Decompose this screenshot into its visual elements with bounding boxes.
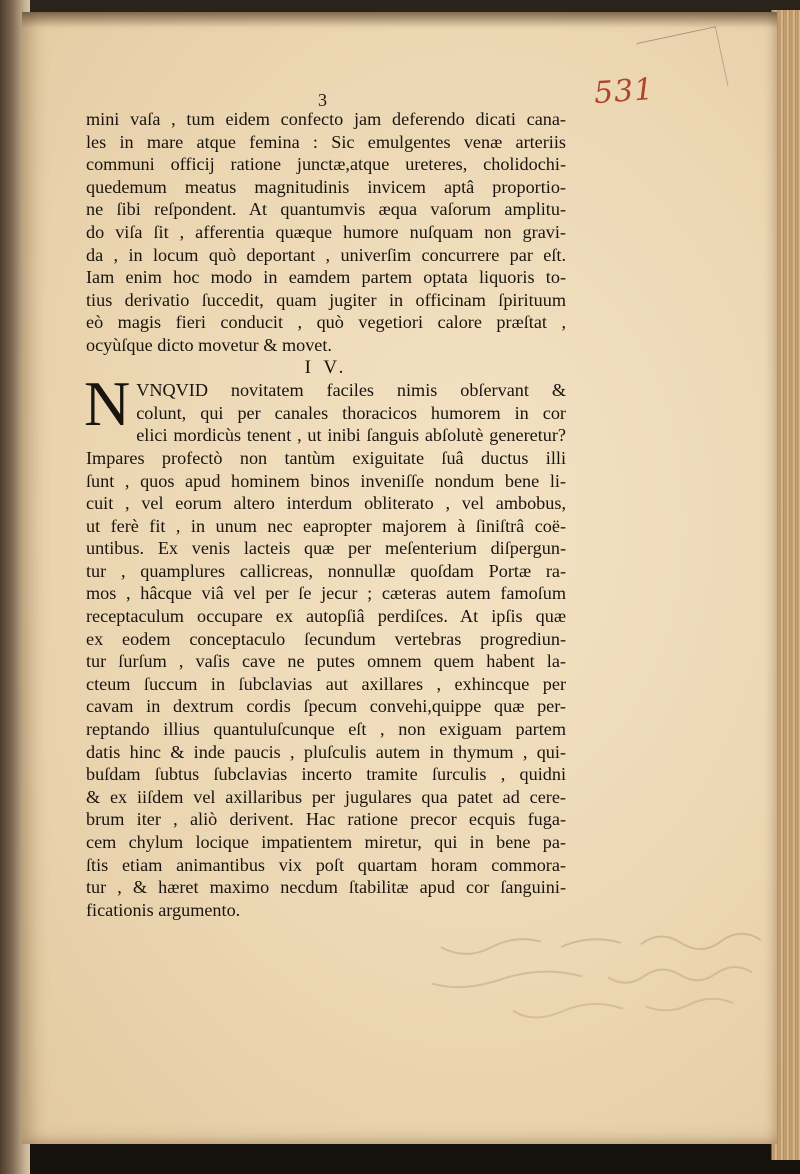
handwritten-folio-number: 531: [592, 71, 656, 112]
text-line: cem chylum locique impatientem miretur, qui in bene pa-: [86, 832, 566, 852]
text-block: [86, 108, 566, 921]
page-number: 3: [318, 90, 327, 110]
text-line: datis hinc & inde paucis , pluſculis autem in thymum , qui-: [86, 741, 566, 762]
text-line: untibus. Ex venis lacteis quæ per meſenterium diſpergun-: [86, 538, 566, 559]
text-line: mos , hâcque viâ vel per ſe jecur ; cæteras autem famoſum: [86, 583, 566, 604]
text-line: communi officij ratione junctæ,atque ureteres, cholidochi-: [86, 154, 566, 175]
text-line: tur , & hæret maximo necdum ſtabilitæ apud cor ſanguini-: [86, 877, 566, 898]
text-line: les in mare atque femina : Sic emulgentes venæ arteriis: [86, 131, 566, 152]
text-line: da , in locum quò deportant , univerſim concurrere par eſt.: [86, 244, 566, 265]
text-line: & ex iiſdem vel axillaribus per jugulares qua patet ad cere-: [86, 786, 566, 807]
book-page: [22, 12, 777, 1144]
text-line: ut ferè fit , in unum nec eapropter majorem à ſiniſtrâ coë-: [86, 515, 566, 536]
page-shadow: [22, 12, 777, 28]
text-line: eò magis fieri conducit , quò vegetiori calore præſtat ,: [86, 312, 566, 333]
section-heading: I V.: [304, 356, 348, 378]
text-line: colunt, qui per canales thoracicos humorem in cor: [136, 402, 566, 423]
paragraph-2: [84, 368, 566, 921]
text-line: Impares profectò non tantùm exiguitate ſuâ ductus illi: [86, 447, 566, 468]
text-line: ocyùſque dicto movetur & movet.: [86, 334, 332, 355]
text-line: ne ſibi reſpondent. At quantumvis æqua vaſorum amplitu-: [86, 199, 566, 220]
text-line: tur ſurſum , vaſis cave ne putes omnem quem habent la-: [86, 651, 566, 672]
paragraph-1: [86, 108, 566, 357]
text-line: cteum ſuccum in ſubclavias aut axillares , exhincque per: [86, 673, 566, 694]
text-line: cavam in dextrum cordis ſpecum convehi,quippe quæ per-: [86, 696, 566, 717]
text-line: ſunt , quos apud hominem binos inveniſſe nondum bene li-: [86, 470, 566, 491]
text-line: tius derivatio ſuccedit, quam jugiter in officinam ſpirituum: [86, 289, 566, 310]
text-line: ſtis etiam animantibus vix poſt quartam horam commora-: [86, 854, 566, 875]
text-line: buſdam ſubtus ſubclavias incerto tramite ſurculis , quidni: [86, 764, 566, 785]
text-line: ex eodem conceptaculo ſecundum vertebras progrediun-: [86, 628, 566, 649]
text-line: quedemum meatus magnitudinis invicem aptâ proportio-: [86, 176, 566, 197]
text-line: do viſa ſit , afferentia quæque humore nuſquam non gravi-: [86, 221, 566, 242]
text-line: brum iter , aliò derivent. Hac ratione precor ecquis fuga-: [86, 809, 566, 830]
text-line: VNQVID novitatem faciles nimis obſervant &: [136, 380, 566, 401]
text-line: cuit , vel eorum altero interdum obliterato , vel ambobus,: [86, 493, 566, 514]
text-line: receptaculum occupare ex autopſiâ perdiſces. At ipſis quæ: [86, 606, 566, 627]
text-line: elici mordicùs tenent , ut inibi ſanguis abſolutè generetur?: [136, 425, 566, 446]
text-line: tur , quamplures callicreas, nonnullæ quoſdam Portæ ra-: [86, 560, 566, 581]
bleed-strokes: [350, 910, 774, 1045]
text-line: reptando illius quantuluſcunque eſt , non exiguam partem: [86, 719, 566, 740]
text-line: ficationis argumento.: [86, 899, 241, 920]
text-line: Iam enim hoc modo in eamdem partem optata liquoris to-: [86, 267, 566, 288]
ink-bleed-through: [350, 910, 774, 1045]
text-line: mini vaſa , tum eidem confecto jam deferendo dicati cana-: [86, 109, 566, 129]
drop-cap: N: [84, 368, 131, 440]
